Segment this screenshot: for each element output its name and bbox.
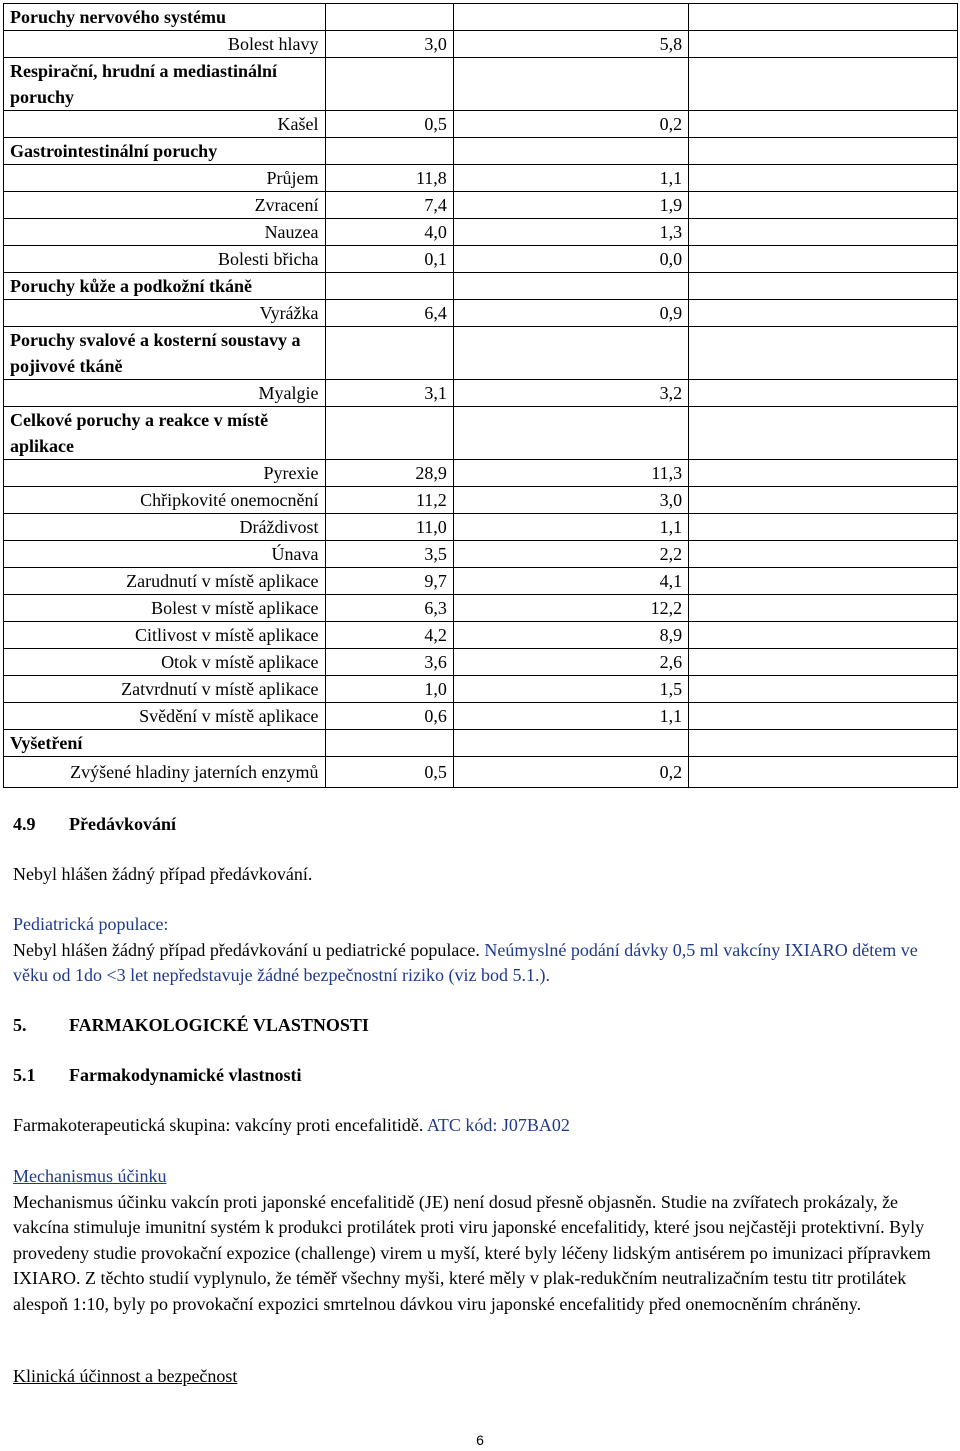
empty-cell [689,165,958,192]
empty-cell [325,4,453,31]
empty-cell [689,4,958,31]
empty-cell [689,138,958,165]
value-cell-control: 1,1 [453,165,688,192]
term-cell: Zvracení [4,192,326,219]
value-cell-control: 1,9 [453,192,688,219]
pediatric-text-part-2: Neúmyslné podání dávky 0,5 ml vakcíny IXIARO dětem ve věku od 1do <3 let nepředstavuje žádné bezpečnostní riziko (viz bod 5.1.). [13,939,918,985]
table-row [4,460,958,487]
table-row-soc [4,58,958,111]
term-cell: Otok v místě aplikace [4,649,326,676]
empty-cell [689,380,958,407]
table-row-soc [4,327,958,380]
value-cell-ixiaro: 3,6 [325,649,453,676]
term-cell: Únava [4,541,326,568]
empty-cell [453,730,688,757]
value-cell-ixiaro: 11,2 [325,487,453,514]
soc-cell: Poruchy nervového systému [4,4,326,31]
value-cell-ixiaro: 9,7 [325,568,453,595]
pharmacotherapeutic-group [13,1113,948,1139]
soc-cell: Poruchy kůže a podkožní tkáně [4,273,326,300]
empty-cell [453,407,688,460]
empty-cell [689,407,958,460]
soc-cell: Respirační, hrudní a mediastinální poruchy [4,58,326,111]
table-row [4,31,958,58]
section-4-9-heading [13,812,948,838]
value-cell-ixiaro: 6,4 [325,300,453,327]
empty-cell [689,649,958,676]
value-cell-ixiaro: 1,0 [325,676,453,703]
value-cell-ixiaro: 4,0 [325,219,453,246]
empty-cell [453,58,688,111]
empty-cell [689,273,958,300]
empty-cell [689,327,958,380]
clinical-efficacy-heading: Klinická účinnost a bezpečnost [13,1366,238,1386]
soc-cell: Gastrointestinální poruchy [4,138,326,165]
group-text: Farmakoterapeutická skupina: vakcíny proti encefalitidě. [13,1115,427,1135]
table-row [4,703,958,730]
term-cell: Bolest v místě aplikace [4,595,326,622]
value-cell-control: 12,2 [453,595,688,622]
value-cell-ixiaro: 28,9 [325,460,453,487]
term-cell: Průjem [4,165,326,192]
value-cell-ixiaro: 0,5 [325,111,453,138]
term-cell: Pyrexie [4,460,326,487]
empty-cell [689,514,958,541]
table-row [4,300,958,327]
value-cell-ixiaro: 3,1 [325,380,453,407]
empty-cell [689,460,958,487]
value-cell-ixiaro: 3,5 [325,541,453,568]
table-row [4,380,958,407]
overdose-paragraph: Nebyl hlášen žádný případ předávkování. [13,864,313,884]
empty-cell [689,730,958,757]
mechanism-heading: Mechanismus účinku [13,1166,167,1186]
table-row [4,219,958,246]
term-cell: Zatvrdnutí v místě aplikace [4,676,326,703]
value-cell-control: 0,9 [453,300,688,327]
empty-cell [325,273,453,300]
section-number: 5.1 [13,1065,36,1085]
section-title: FARMAKOLOGICKÉ VLASTNOSTI [69,1015,369,1035]
value-cell-ixiaro: 11,0 [325,514,453,541]
pediatric-text-part-1: Nebyl hlášen žádný případ předávkování u pediatrické populace. [13,939,485,960]
term-cell: Svědění v místě aplikace [4,703,326,730]
value-cell-control: 8,9 [453,622,688,649]
term-cell: Zvýšené hladiny jaterních enzymů [4,757,326,788]
section-title: Předávkování [69,814,177,834]
empty-cell [325,407,453,460]
value-cell-ixiaro: 11,8 [325,165,453,192]
empty-cell [453,138,688,165]
empty-cell [689,487,958,514]
table-row [4,165,958,192]
value-cell-control: 0,2 [453,111,688,138]
table-row-soc [4,407,958,460]
term-cell: Dráždivost [4,514,326,541]
adverse-events-table [3,3,958,788]
term-cell: Bolest hlavy [4,31,326,58]
table-row [4,111,958,138]
section-number: 5. [13,1015,27,1035]
mechanism-section [13,1164,948,1317]
empty-cell [689,246,958,273]
value-cell-ixiaro: 7,4 [325,192,453,219]
adverse-events-table-body [4,4,958,788]
value-cell-ixiaro: 3,0 [325,31,453,58]
table-row [4,514,958,541]
value-cell-control: 0,0 [453,246,688,273]
term-cell: Kašel [4,111,326,138]
empty-cell [453,4,688,31]
empty-cell [689,111,958,138]
empty-cell [325,730,453,757]
empty-cell [689,622,958,649]
value-cell-control: 1,1 [453,703,688,730]
table-row [4,649,958,676]
empty-cell [689,192,958,219]
term-cell: Zarudnutí v místě aplikace [4,568,326,595]
value-cell-control: 3,2 [453,380,688,407]
term-cell: Bolesti břicha [4,246,326,273]
table-row [4,757,958,788]
value-cell-control: 11,3 [453,460,688,487]
value-cell-control: 4,1 [453,568,688,595]
soc-cell: Vyšetření [4,730,326,757]
table-row [4,192,958,219]
value-cell-control: 5,8 [453,31,688,58]
empty-cell [453,327,688,380]
empty-cell [689,31,958,58]
table-row [4,487,958,514]
empty-cell [325,58,453,111]
term-cell: Nauzea [4,219,326,246]
value-cell-control: 0,2 [453,757,688,788]
section-5-1-heading [13,1063,948,1089]
value-cell-ixiaro: 0,1 [325,246,453,273]
value-cell-control: 2,2 [453,541,688,568]
table-row-soc [4,730,958,757]
empty-cell [689,58,958,111]
table-row [4,246,958,273]
value-cell-control: 3,0 [453,487,688,514]
empty-cell [689,541,958,568]
section-number: 4.9 [13,814,36,834]
term-cell: Vyrážka [4,300,326,327]
page-number: 6 [476,1432,484,1448]
table-row-soc [4,4,958,31]
table-row [4,541,958,568]
mechanism-text: Mechanismus účinku vakcín proti japonské encefalitidě (JE) není dosud přesně objasněn. Studie na zvířatech prokázaly, že vakcína stimuluje imunitní systém k produkci protilátek proti viru japonské encefalitidy, které jsou nejčastěji protektivní. Byly provedeny studie provokační expozice (challenge) virem u myší, které byly léčeny lidským antisérem po imunizaci přípravkem IXIARO. Z těchto studií vyplynulo, že téměř všechny myši, které měly v plak-redukčním neutralizačním testu titr protilátek alespoň 1:10, byly po provokační expozici smrtelnou dávkou viru japonské encefalitidy před onemocněním chráněny. [13,1191,931,1314]
empty-cell [325,327,453,380]
table-row [4,676,958,703]
value-cell-ixiaro: 0,5 [325,757,453,788]
value-cell-ixiaro: 4,2 [325,622,453,649]
value-cell-ixiaro: 6,3 [325,595,453,622]
atc-code: ATC kód: J07BA02 [426,1115,570,1135]
empty-cell [689,568,958,595]
value-cell-control: 1,5 [453,676,688,703]
table-row [4,568,958,595]
empty-cell [689,703,958,730]
term-cell: Chřipkovité onemocnění [4,487,326,514]
pediatric-label: Pediatrická populace: [13,914,169,934]
section-5-heading [13,1013,948,1039]
empty-cell [689,219,958,246]
table-row [4,595,958,622]
table-row-soc [4,138,958,165]
pediatric-paragraph [13,912,948,989]
empty-cell [689,757,958,788]
empty-cell [325,138,453,165]
table-row [4,622,958,649]
table-row-soc [4,273,958,300]
term-cell: Myalgie [4,380,326,407]
soc-cell: Poruchy svalové a kosterní soustavy a pojivové tkáně [4,327,326,380]
empty-cell [689,595,958,622]
value-cell-control: 2,6 [453,649,688,676]
empty-cell [689,300,958,327]
value-cell-ixiaro: 0,6 [325,703,453,730]
empty-cell [689,676,958,703]
section-title: Farmakodynamické vlastnosti [69,1065,302,1085]
term-cell: Citlivost v místě aplikace [4,622,326,649]
value-cell-control: 1,3 [453,219,688,246]
soc-cell: Celkové poruchy a reakce v místě aplikace [4,407,326,460]
pediatric-text [13,938,948,989]
empty-cell [453,273,688,300]
value-cell-control: 1,1 [453,514,688,541]
